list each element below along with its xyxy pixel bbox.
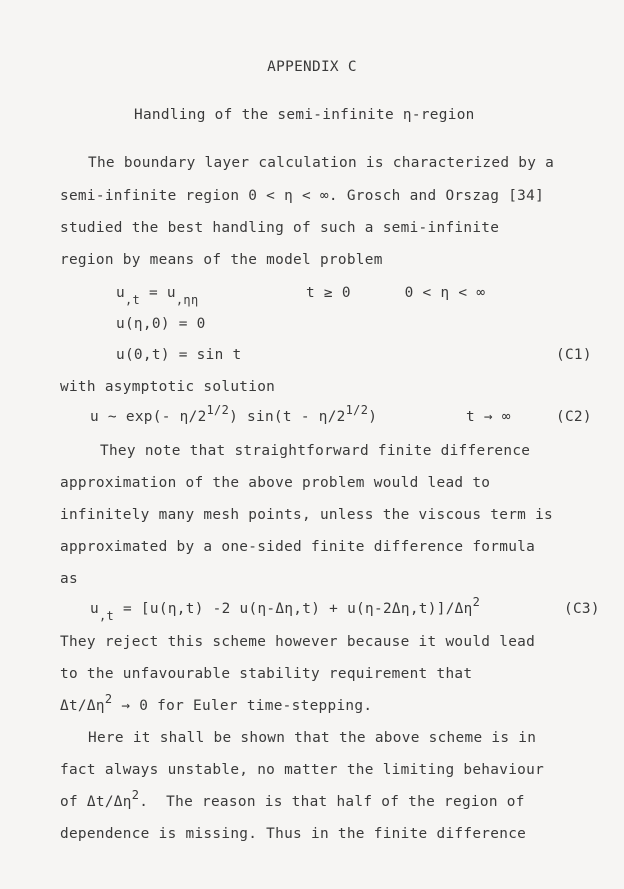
paragraph-line bbox=[60, 692, 373, 715]
equation-number: (C1) bbox=[556, 347, 592, 363]
paragraph-line: They reject this scheme however because it would lead bbox=[60, 634, 536, 650]
paragraph-line bbox=[60, 788, 525, 811]
eq-part: u ~ exp(- η/2 bbox=[90, 409, 207, 425]
eq-part: ) bbox=[368, 409, 378, 425]
eq-var: u bbox=[90, 601, 99, 617]
paragraph-line: They note that straightforward finite difference bbox=[100, 443, 531, 459]
paragraph-line: Here it shall be shown that the above scheme is in bbox=[88, 730, 537, 746]
paragraph-line: infinitely many mesh points, unless the viscous term is bbox=[60, 507, 554, 523]
eq-subscript: ,t bbox=[124, 293, 141, 307]
equation-initial: u(η,0) = 0 bbox=[116, 316, 206, 332]
section-subtitle: Handling of the semi-infinite η-region bbox=[134, 107, 475, 123]
eq-rhs: = u bbox=[140, 285, 176, 301]
eq-subscript: ,t bbox=[98, 609, 115, 623]
equation-number: (C2) bbox=[556, 409, 592, 425]
equation-asymptotic bbox=[90, 403, 378, 426]
equation-heat bbox=[116, 284, 199, 307]
eq-part: of Δt/Δη bbox=[60, 794, 132, 810]
eq-part: ) sin(t - η/2 bbox=[229, 409, 346, 425]
eq-part: . The reason is that half of the region of bbox=[139, 794, 525, 810]
paragraph-line: approximated by a one-sided finite difference formula bbox=[60, 539, 536, 555]
paragraph-line: region by means of the model problem bbox=[60, 252, 383, 268]
eq-rhs: = [u(η,t) -2 u(η-Δη,t) + u(η-2Δη,t)]/Δη bbox=[114, 601, 473, 617]
paragraph-line: with asymptotic solution bbox=[60, 379, 276, 395]
eq-exponent: 2 bbox=[104, 692, 113, 706]
paragraph-line: approximation of the above problem would lead to bbox=[60, 475, 491, 491]
equation-number: (C3) bbox=[564, 601, 600, 617]
eq-exponent: 1/2 bbox=[345, 403, 369, 417]
eq-var: u bbox=[116, 285, 125, 301]
paragraph-line: The boundary layer calculation is characterized by a bbox=[88, 155, 555, 171]
eq-subscript: ,ηη bbox=[175, 293, 199, 307]
equation-boundary: u(0,t) = sin t bbox=[116, 347, 242, 363]
paragraph-line: semi-infinite region 0 < η < ∞. Grosch and Orszag [34] bbox=[60, 188, 545, 204]
eq-exponent: 1/2 bbox=[206, 403, 230, 417]
paragraph-line: fact always unstable, no matter the limiting behaviour bbox=[60, 762, 545, 778]
appendix-title: APPENDIX C bbox=[267, 59, 357, 75]
equation-scheme bbox=[90, 595, 481, 623]
eq-part: Δt/Δη bbox=[60, 698, 105, 714]
paragraph-line: as bbox=[60, 571, 78, 587]
eq-part: → 0 for Euler time-stepping. bbox=[112, 698, 373, 714]
eq-exponent: 2 bbox=[472, 595, 481, 609]
equation-conditions: t → ∞ bbox=[466, 409, 511, 425]
paragraph-line: to the unfavourable stability requirement that bbox=[60, 666, 473, 682]
equation-conditions: t ≥ 0 0 < η < ∞ bbox=[306, 285, 486, 301]
paragraph-line: studied the best handling of such a semi-infinite bbox=[60, 220, 500, 236]
paragraph-line: dependence is missing. Thus in the finite difference bbox=[60, 826, 527, 842]
eq-exponent: 2 bbox=[131, 788, 140, 802]
